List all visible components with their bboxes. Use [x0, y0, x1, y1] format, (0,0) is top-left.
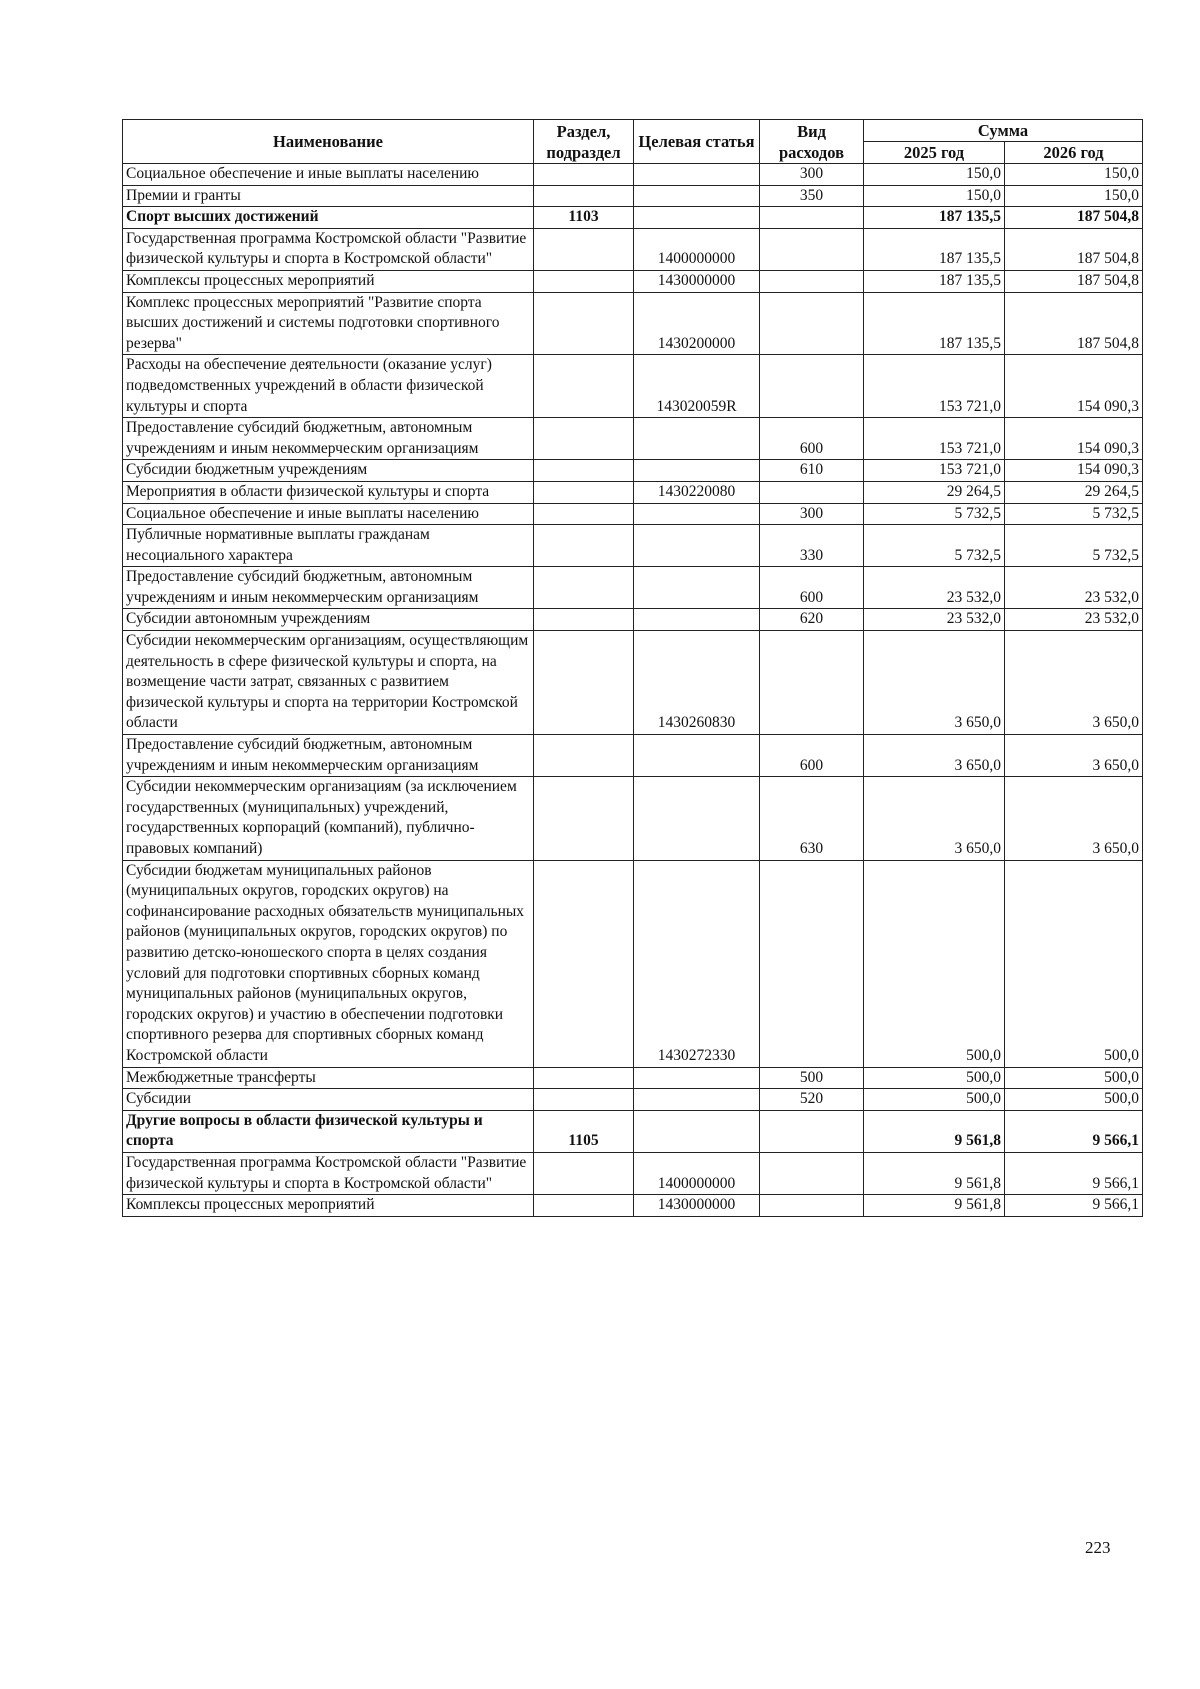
cell-target: [634, 1110, 760, 1152]
table-row: [123, 292, 1143, 355]
cell-target: 143020059R: [634, 355, 760, 418]
cell-2025: 153 721,0: [864, 355, 1005, 418]
cell-target: [634, 164, 760, 186]
cell-kind: 330: [760, 525, 864, 567]
cell-2026: 187 504,8: [1005, 270, 1143, 292]
cell-2025: 9 561,8: [864, 1110, 1005, 1152]
cell-2026: 187 504,8: [1005, 228, 1143, 270]
cell-section: [534, 860, 634, 1067]
cell-target: [634, 735, 760, 777]
cell-kind: [760, 228, 864, 270]
table-body: [123, 164, 1143, 1217]
table-row: [123, 1089, 1143, 1111]
cell-section: [534, 631, 634, 735]
cell-target: [634, 609, 760, 631]
cell-name: Публичные нормативные выплаты гражданам несоциального характера: [123, 525, 534, 567]
cell-section: 1103: [534, 207, 634, 229]
table-row: [123, 185, 1143, 207]
cell-target: [634, 777, 760, 860]
cell-2026: 150,0: [1005, 185, 1143, 207]
cell-section: [534, 355, 634, 418]
cell-kind: [760, 1110, 864, 1152]
cell-name: Государственная программа Костромской области "Развитие физической культуры и спорта в Костромской области": [123, 228, 534, 270]
cell-section: [534, 228, 634, 270]
cell-name: Субсидии некоммерческим организациям (за исключением государственных (муниципальных) учреждений, государственных корпораций (компаний), публично-правовых компаний): [123, 777, 534, 860]
cell-2025: 29 264,5: [864, 481, 1005, 503]
cell-kind: [760, 355, 864, 418]
header-year-2026: 2026 год: [1005, 142, 1143, 164]
cell-2025: 3 650,0: [864, 631, 1005, 735]
table-row: [123, 735, 1143, 777]
cell-target: [634, 418, 760, 460]
cell-kind: 520: [760, 1089, 864, 1111]
cell-2025: 500,0: [864, 860, 1005, 1067]
cell-section: [534, 1067, 634, 1089]
cell-2026: 9 566,1: [1005, 1152, 1143, 1194]
cell-2025: 23 532,0: [864, 567, 1005, 609]
cell-kind: 630: [760, 777, 864, 860]
cell-name: Социальное обеспечение и иные выплаты населению: [123, 503, 534, 525]
header-sum: Сумма: [864, 120, 1143, 142]
cell-2026: 150,0: [1005, 164, 1143, 186]
cell-2026: 500,0: [1005, 1089, 1143, 1111]
cell-2025: 3 650,0: [864, 735, 1005, 777]
cell-2026: 23 532,0: [1005, 567, 1143, 609]
cell-2026: 500,0: [1005, 860, 1143, 1067]
cell-kind: 600: [760, 567, 864, 609]
cell-kind: 300: [760, 503, 864, 525]
cell-2025: 187 135,5: [864, 292, 1005, 355]
cell-name: Мероприятия в области физической культуры и спорта: [123, 481, 534, 503]
cell-2025: 9 561,8: [864, 1152, 1005, 1194]
cell-kind: [760, 1195, 864, 1217]
cell-name: Предоставление субсидий бюджетным, автономным учреждениям и иным некоммерческим организациям: [123, 567, 534, 609]
table-row: [123, 525, 1143, 567]
cell-section: [534, 164, 634, 186]
cell-2026: 23 532,0: [1005, 609, 1143, 631]
cell-2025: 150,0: [864, 185, 1005, 207]
table-row: [123, 503, 1143, 525]
cell-section: [534, 1195, 634, 1217]
cell-name: Субсидии: [123, 1089, 534, 1111]
cell-section: [534, 185, 634, 207]
cell-2025: 150,0: [864, 164, 1005, 186]
cell-target: [634, 503, 760, 525]
table-row: [123, 1152, 1143, 1194]
cell-name: Субсидии бюджетам муниципальных районов (муниципальных округов, городских округов) на софинансирование расходных обязательств муниципальных районов (муниципальных округов, городских округов) по развитию детско-юношеского спорта в целях создания условий для подготовки спортивных сборных команд муниципальных районов (муниципальных округов, городских округов) и участию в обеспечении подготовки спортивного резерва для спортивных сборных команд Костромской области: [123, 860, 534, 1067]
table-row: [123, 207, 1143, 229]
cell-2025: 5 732,5: [864, 525, 1005, 567]
cell-name: Премии и гранты: [123, 185, 534, 207]
cell-section: [534, 503, 634, 525]
cell-target: [634, 567, 760, 609]
table-row: [123, 1110, 1143, 1152]
cell-kind: [760, 292, 864, 355]
cell-section: [534, 270, 634, 292]
page-number: 223: [1085, 1538, 1111, 1557]
header-target: Целевая статья: [634, 120, 760, 164]
cell-2025: 23 532,0: [864, 609, 1005, 631]
cell-kind: [760, 1152, 864, 1194]
cell-2026: 5 732,5: [1005, 503, 1143, 525]
cell-name: Социальное обеспечение и иные выплаты населению: [123, 164, 534, 186]
cell-2026: 3 650,0: [1005, 735, 1143, 777]
table-row: [123, 460, 1143, 482]
cell-target: [634, 460, 760, 482]
cell-2025: 187 135,5: [864, 270, 1005, 292]
table-row: [123, 270, 1143, 292]
cell-section: [534, 460, 634, 482]
cell-target: 1430200000: [634, 292, 760, 355]
cell-target: 1400000000: [634, 1152, 760, 1194]
cell-name: Комплекс процессных мероприятий "Развитие спорта высших достижений и системы подготовки спортивного резерва": [123, 292, 534, 355]
cell-target: [634, 185, 760, 207]
cell-target: [634, 525, 760, 567]
table-row: [123, 609, 1143, 631]
cell-kind: 610: [760, 460, 864, 482]
cell-kind: 620: [760, 609, 864, 631]
cell-kind: 600: [760, 418, 864, 460]
cell-kind: [760, 481, 864, 503]
header-section: Раздел, подраздел: [534, 120, 634, 164]
cell-name: Субсидии бюджетным учреждениям: [123, 460, 534, 482]
cell-2025: 500,0: [864, 1067, 1005, 1089]
cell-section: [534, 292, 634, 355]
cell-target: [634, 1089, 760, 1111]
cell-2026: 9 566,1: [1005, 1195, 1143, 1217]
cell-section: [534, 1089, 634, 1111]
cell-target: 1430000000: [634, 270, 760, 292]
cell-section: 1105: [534, 1110, 634, 1152]
table-row: [123, 1067, 1143, 1089]
cell-2026: 9 566,1: [1005, 1110, 1143, 1152]
cell-target: 1430000000: [634, 1195, 760, 1217]
cell-kind: [760, 207, 864, 229]
cell-2026: 187 504,8: [1005, 292, 1143, 355]
cell-name: Расходы на обеспечение деятельности (оказание услуг) подведомственных учреждений в области физической культуры и спорта: [123, 355, 534, 418]
cell-kind: 350: [760, 185, 864, 207]
cell-2026: 154 090,3: [1005, 460, 1143, 482]
cell-2026: 500,0: [1005, 1067, 1143, 1089]
table-row: [123, 355, 1143, 418]
cell-kind: 300: [760, 164, 864, 186]
cell-target: [634, 207, 760, 229]
cell-kind: [760, 270, 864, 292]
cell-2026: 5 732,5: [1005, 525, 1143, 567]
cell-target: [634, 1067, 760, 1089]
cell-section: [534, 777, 634, 860]
cell-2025: 153 721,0: [864, 418, 1005, 460]
cell-name: Комплексы процессных мероприятий: [123, 270, 534, 292]
cell-2025: 187 135,5: [864, 207, 1005, 229]
table-row: [123, 777, 1143, 860]
cell-2025: 500,0: [864, 1089, 1005, 1111]
cell-section: [534, 481, 634, 503]
cell-name: Государственная программа Костромской области "Развитие физической культуры и спорта в Костромской области": [123, 1152, 534, 1194]
header-name: Наименование: [123, 120, 534, 164]
cell-2025: 9 561,8: [864, 1195, 1005, 1217]
cell-name: Субсидии автономным учреждениям: [123, 609, 534, 631]
table-row: [123, 567, 1143, 609]
cell-name: Предоставление субсидий бюджетным, автономным учреждениям и иным некоммерческим организациям: [123, 735, 534, 777]
cell-target: 1430220080: [634, 481, 760, 503]
cell-section: [534, 567, 634, 609]
cell-name: Комплексы процессных мероприятий: [123, 1195, 534, 1217]
cell-section: [534, 418, 634, 460]
table-row: [123, 481, 1143, 503]
cell-target: 1430272330: [634, 860, 760, 1067]
cell-name: Межбюджетные трансферты: [123, 1067, 534, 1089]
cell-name: Субсидии некоммерческим организациям, осуществляющим деятельность в сфере физической культуры и спорта, на возмещение части затрат, связанных с развитием физической культуры и спорта на территории Костромской области: [123, 631, 534, 735]
cell-2025: 187 135,5: [864, 228, 1005, 270]
cell-section: [534, 735, 634, 777]
budget-table: [122, 119, 1143, 1217]
header-kind: Вид расходов: [760, 120, 864, 164]
table-row: [123, 164, 1143, 186]
cell-2026: 154 090,3: [1005, 355, 1143, 418]
cell-name: Предоставление субсидий бюджетным, автономным учреждениям и иным некоммерческим организациям: [123, 418, 534, 460]
cell-2026: 154 090,3: [1005, 418, 1143, 460]
cell-section: [534, 609, 634, 631]
cell-name: Спорт высших достижений: [123, 207, 534, 229]
table-row: [123, 228, 1143, 270]
cell-2025: 153 721,0: [864, 460, 1005, 482]
cell-2025: 3 650,0: [864, 777, 1005, 860]
cell-section: [534, 525, 634, 567]
cell-kind: 600: [760, 735, 864, 777]
header-year-2025: 2025 год: [864, 142, 1005, 164]
cell-2026: 187 504,8: [1005, 207, 1143, 229]
table-row: [123, 418, 1143, 460]
cell-name: Другие вопросы в области физической культуры и спорта: [123, 1110, 534, 1152]
cell-2026: 29 264,5: [1005, 481, 1143, 503]
cell-kind: [760, 631, 864, 735]
cell-section: [534, 1152, 634, 1194]
cell-kind: [760, 860, 864, 1067]
cell-kind: 500: [760, 1067, 864, 1089]
cell-2025: 5 732,5: [864, 503, 1005, 525]
cell-target: 1400000000: [634, 228, 760, 270]
cell-2026: 3 650,0: [1005, 631, 1143, 735]
table-row: [123, 1195, 1143, 1217]
cell-target: 1430260830: [634, 631, 760, 735]
table-row: [123, 631, 1143, 735]
cell-2026: 3 650,0: [1005, 777, 1143, 860]
table-row: [123, 860, 1143, 1067]
